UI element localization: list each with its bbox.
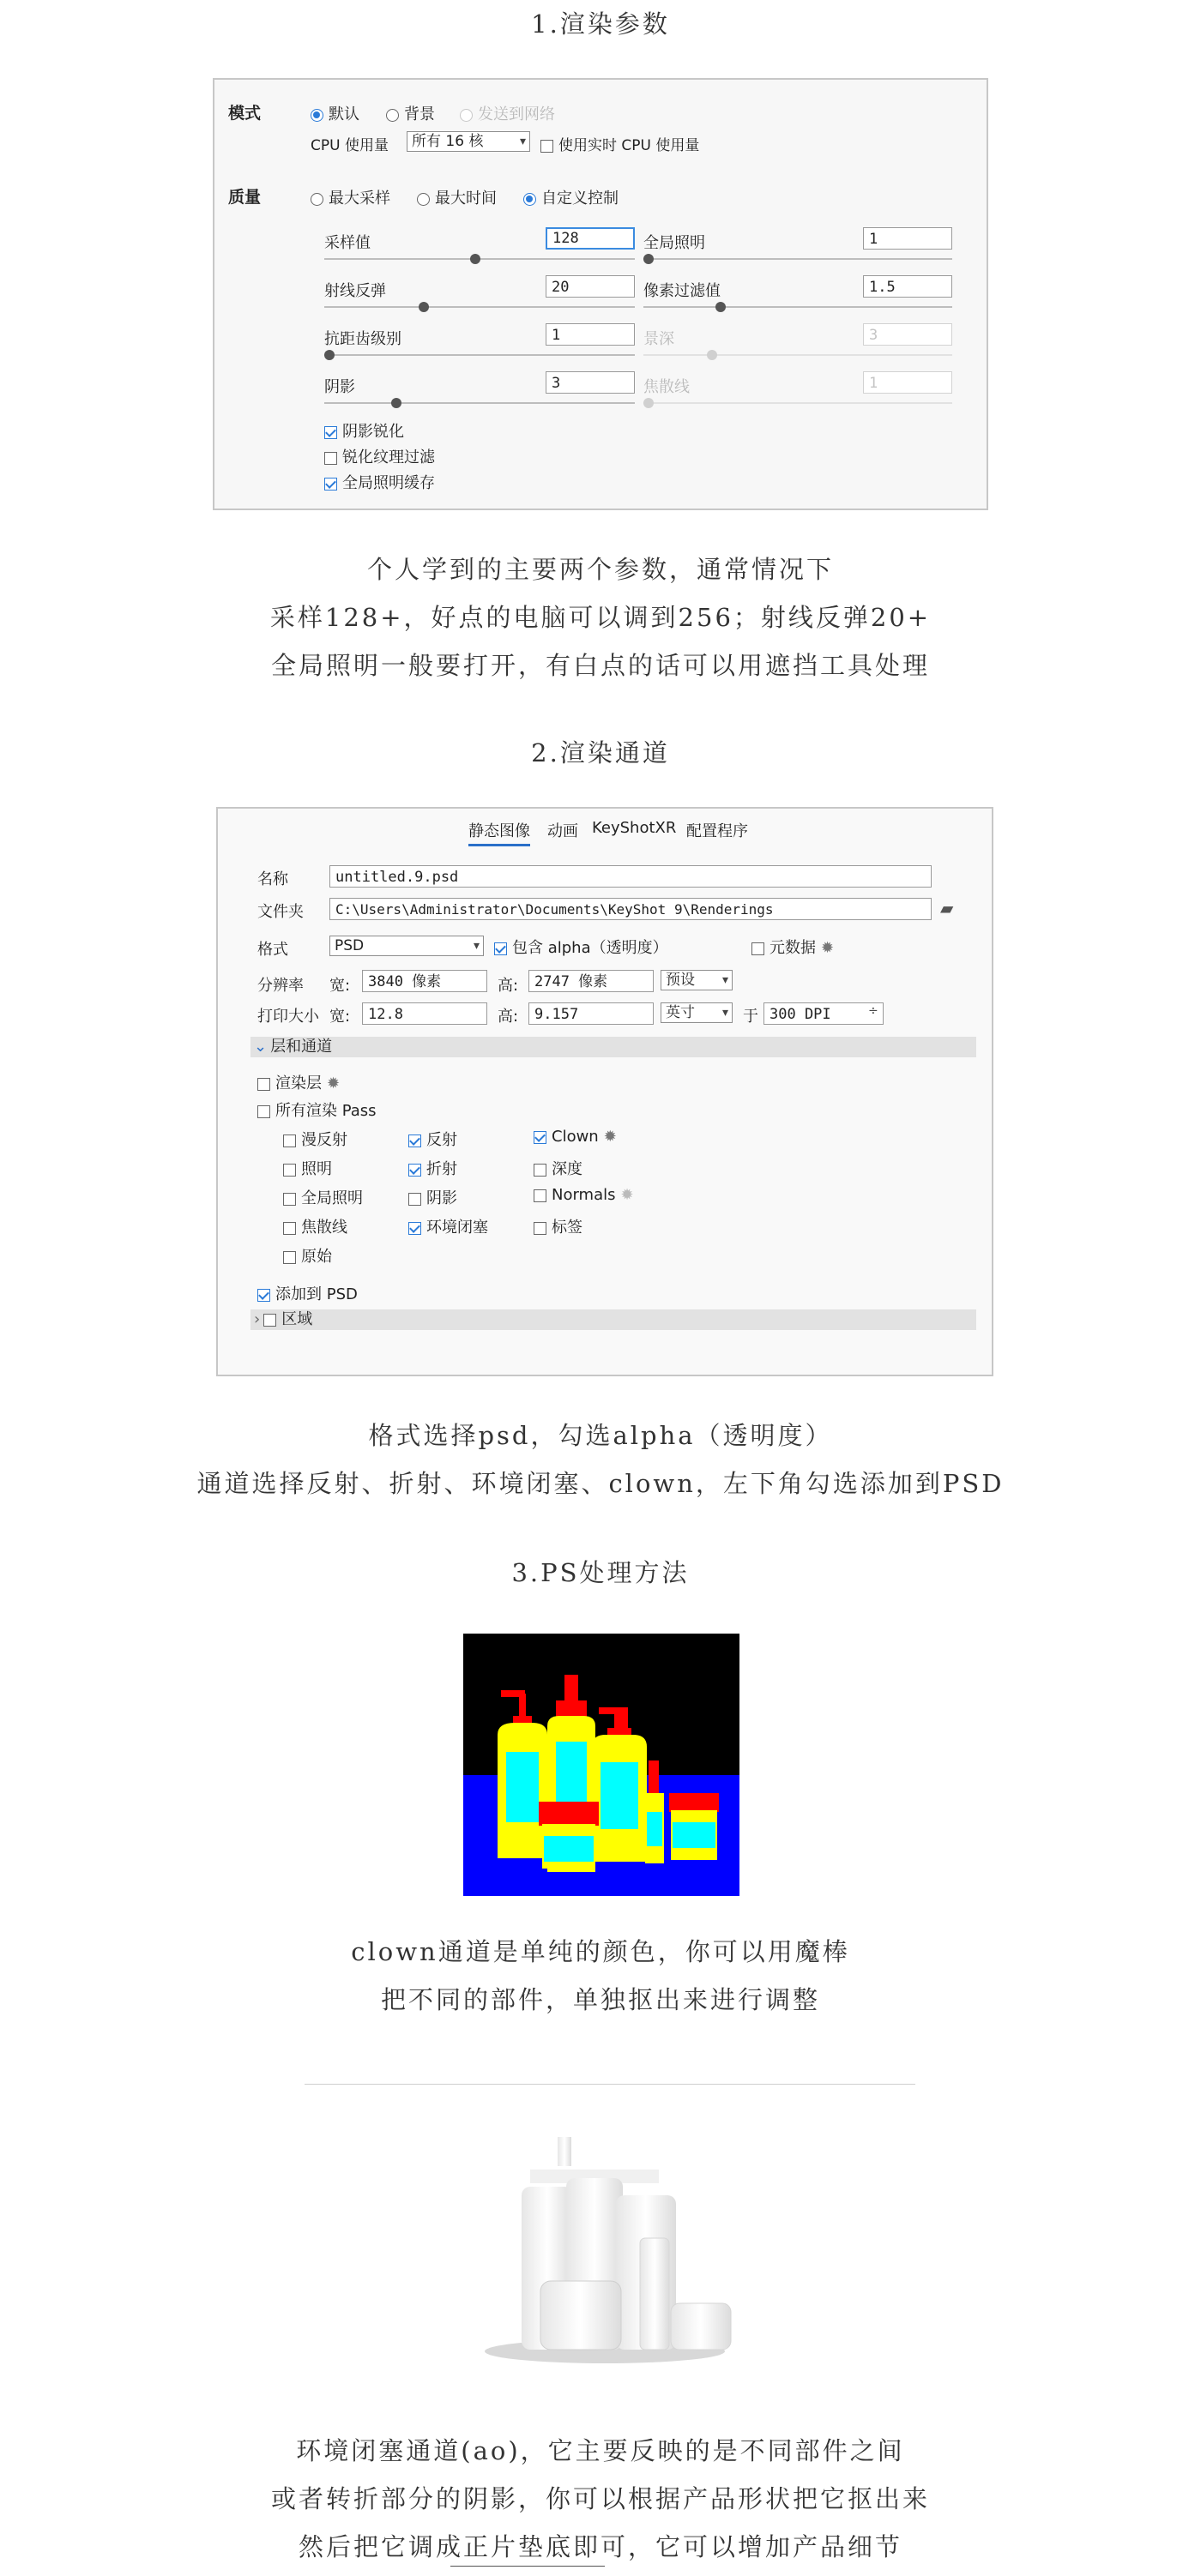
pass-label: 反射 <box>426 1131 457 1149</box>
checkbox-icon <box>283 1164 296 1177</box>
pass-label: 深度 <box>552 1160 582 1178</box>
pixel-filter-slider[interactable] <box>643 306 952 308</box>
format-dropdown[interactable]: PSD ▾ <box>329 936 484 956</box>
at-label: 于 <box>743 1008 758 1026</box>
checkbox-icon[interactable] <box>263 1314 276 1327</box>
pass-label: 阴影 <box>426 1189 457 1207</box>
note-line: 个人学到的主要两个参数，通常情况下 <box>366 555 834 584</box>
checkbox-checked-icon <box>324 426 337 439</box>
quality-max-time-label: 最大时间 <box>435 190 497 208</box>
pass-label: Normals <box>552 1186 616 1204</box>
render-layers-checkbox[interactable] <box>257 1071 340 1093</box>
dof-slider[interactable] <box>643 354 952 356</box>
print-height-input[interactable]: 9.157 <box>528 1002 654 1025</box>
gi-label: 全局照明 <box>643 234 705 252</box>
checkbox-icon <box>257 1105 270 1118</box>
radio-selected-icon <box>523 193 536 206</box>
checkbox-checked-icon <box>534 1131 546 1144</box>
quality-custom-label: 自定义控制 <box>541 190 619 208</box>
texture-filter-label: 锐化纹理过滤 <box>342 448 435 466</box>
layers-section-label: 层和通道 <box>270 1038 333 1056</box>
gi-cache-checkbox[interactable] <box>324 471 435 493</box>
folder-label: 文件夹 <box>257 903 304 921</box>
checkbox-icon <box>540 140 553 153</box>
mode-network-label: 发送到网络 <box>478 105 555 123</box>
mode-background-radio[interactable] <box>386 102 435 124</box>
gear-icon[interactable]: ✹ <box>821 939 835 957</box>
print-width-label: 宽: <box>329 1008 351 1026</box>
clown-notes <box>0 1928 1201 2024</box>
slider-knob[interactable] <box>470 254 480 264</box>
note-line: 全局照明一般要打开，有白点的话可以用遮挡工具处理 <box>270 651 930 680</box>
pass-label: 照明 <box>301 1160 332 1178</box>
gi-slider[interactable] <box>643 258 952 260</box>
note-line: 采样128+，好点的电脑可以调到256；射线反弹20+ <box>269 603 932 632</box>
samples-slider[interactable] <box>324 258 635 260</box>
checkbox-checked-icon <box>324 478 337 491</box>
texture-filter-checkbox[interactable] <box>324 445 435 467</box>
render-output-panel <box>216 807 993 1376</box>
name-label: 名称 <box>257 870 288 888</box>
checkbox-checked-icon <box>257 1289 270 1302</box>
pass-ao-checkbox[interactable] <box>408 1215 488 1237</box>
checkbox-icon <box>324 452 337 465</box>
name-input[interactable]: untitled.9.psd <box>329 865 932 888</box>
folder-input[interactable]: C:\Users\Administrator\Documents\KeyShot 9\Renderings <box>329 898 932 920</box>
shadow-label: 阴影 <box>324 378 355 396</box>
render-layers-label: 渲染层 <box>275 1074 322 1092</box>
note-line: 通道选择反射、折射、环境闭塞、clown，左下角勾选添加到PSD <box>196 1469 1005 1498</box>
metadata-checkbox[interactable] <box>751 936 834 958</box>
clown-pass-image <box>463 1634 739 1896</box>
realtime-cpu-label: 使用实时 CPU 使用量 <box>558 137 700 154</box>
ao-notes <box>0 2427 1201 2571</box>
cpu-usage-dropdown[interactable]: 所有 16 核 ▾ <box>407 131 530 152</box>
caustics-input[interactable]: 1 <box>863 371 952 394</box>
pass-label: 折射 <box>426 1160 457 1178</box>
dpi-input[interactable]: 300 DPI <box>763 1002 884 1025</box>
checkbox-icon <box>257 1078 270 1091</box>
checkbox-icon <box>534 1189 546 1202</box>
emphasis-underline <box>450 2566 605 2567</box>
add-to-psd-label: 添加到 PSD <box>275 1285 358 1303</box>
note-line: 然后把它调成正片垫底即可，它可以增加产品细节 <box>298 2532 902 2561</box>
region-section-label: 区域 <box>281 1310 313 1328</box>
checkbox-checked-icon <box>408 1135 421 1147</box>
pass-label: 原始 <box>301 1248 332 1266</box>
chevron-down-icon: ⌄ <box>254 1038 268 1056</box>
tab-still-image[interactable]: 静态图像 <box>468 819 530 846</box>
all-passes-label: 所有渲染 Pass <box>275 1102 377 1120</box>
tab-animation[interactable]: 动画 <box>547 822 578 840</box>
note-line: 或者转折部分的阴影，你可以根据产品形状把它抠出来 <box>270 2484 930 2513</box>
slider-knob[interactable] <box>324 350 335 360</box>
preset-dropdown[interactable]: 预设 ▾ <box>661 970 733 990</box>
ray-bounces-input[interactable]: 20 <box>546 275 635 298</box>
realtime-cpu-checkbox[interactable] <box>540 133 699 154</box>
checkbox-icon <box>534 1164 546 1177</box>
slider-knob[interactable] <box>643 398 654 408</box>
dpi-stepper-icon[interactable]: ÷ <box>868 1004 878 1018</box>
caustics-label: 焦散线 <box>643 378 690 396</box>
pass-depth-checkbox[interactable] <box>534 1157 582 1179</box>
quality-custom-radio[interactable] <box>523 186 619 208</box>
shadow-slider[interactable] <box>324 402 635 404</box>
checkbox-icon <box>283 1135 296 1147</box>
region-section-header[interactable] <box>250 1309 976 1330</box>
mode-background-label: 背景 <box>404 105 435 123</box>
pass-label: 全局照明 <box>301 1189 363 1207</box>
checkbox-icon <box>408 1193 421 1206</box>
section-divider <box>305 2084 915 2085</box>
slider-knob[interactable] <box>707 350 717 360</box>
folder-open-icon[interactable]: ▰ <box>940 898 954 918</box>
chevron-right-icon: › <box>254 1310 261 1328</box>
checkbox-checked-icon <box>408 1164 421 1177</box>
metadata-label: 元数据 <box>769 939 816 957</box>
section2-title: 2.渲染通道 <box>531 738 670 767</box>
note-line: 把不同的部件，单独抠出来进行调整 <box>380 1985 820 2014</box>
ao-pass-image <box>446 2127 755 2384</box>
gi-input[interactable]: 1 <box>863 227 952 250</box>
tab-configurator[interactable]: 配置程序 <box>686 822 748 840</box>
samples-label: 采样值 <box>324 234 371 252</box>
render-params-panel <box>213 78 988 510</box>
gear-icon[interactable]: ✹ <box>327 1074 341 1092</box>
pixel-filter-input[interactable]: 1.5 <box>863 275 952 298</box>
section3-title: 3.PS处理方法 <box>511 1558 690 1587</box>
res-height-label: 高: <box>498 977 519 995</box>
ray-bounces-slider[interactable] <box>324 306 635 308</box>
slider-knob[interactable] <box>643 254 654 264</box>
pass-label: Clown <box>552 1128 599 1146</box>
note-line: clown通道是单纯的颜色，你可以用魔棒 <box>351 1937 850 1966</box>
radio-selected-icon <box>311 109 323 122</box>
pass-reflection-checkbox[interactable] <box>408 1128 457 1150</box>
checkbox-icon <box>283 1193 296 1206</box>
slider-knob[interactable] <box>715 302 726 312</box>
ray-bounces-label: 射线反弹 <box>324 282 386 300</box>
quality-label: 质量 <box>228 188 262 207</box>
gi-cache-label: 全局照明缓存 <box>342 474 435 492</box>
pass-label-checkbox[interactable] <box>534 1215 582 1237</box>
section1-notes <box>0 545 1201 689</box>
note-line: 格式选择psd，勾选alpha（透明度） <box>368 1421 833 1450</box>
shadow-sharpen-checkbox[interactable] <box>324 419 404 442</box>
all-passes-checkbox[interactable] <box>257 1098 377 1121</box>
mode-default-radio[interactable] <box>311 102 359 124</box>
print-width-input[interactable]: 12.8 <box>362 1002 487 1025</box>
dof-input[interactable]: 3 <box>863 323 952 346</box>
format-label: 格式 <box>257 941 288 959</box>
pass-diffuse-checkbox[interactable] <box>283 1128 347 1150</box>
resolution-label: 分辨率 <box>257 977 304 995</box>
checkbox-icon <box>283 1222 296 1235</box>
tab-keyshotxr[interactable]: KeyShotXR <box>592 819 677 837</box>
alpha-checkbox[interactable] <box>494 936 668 958</box>
cpu-usage-label: CPU 使用量 <box>311 137 389 154</box>
pass-normals-checkbox[interactable] <box>534 1186 634 1204</box>
pass-label: 漫反射 <box>301 1131 347 1149</box>
print-size-label: 打印大小 <box>257 1008 319 1026</box>
pass-label: 焦散线 <box>301 1219 347 1237</box>
radio-icon <box>311 193 323 206</box>
pass-label: 标签 <box>552 1219 582 1237</box>
section2-notes <box>0 1411 1201 1508</box>
ao-pass-graphic <box>446 2127 755 2384</box>
quality-max-samples-radio[interactable] <box>311 186 390 208</box>
res-width-input[interactable]: 3840 像素 <box>362 970 487 992</box>
alpha-label: 包含 alpha（透明度） <box>512 939 668 957</box>
pixel-filter-label: 像素过滤值 <box>643 282 721 300</box>
clown-pass-graphic <box>463 1634 739 1896</box>
slider-knob[interactable] <box>391 398 401 408</box>
mode-default-label: 默认 <box>329 105 359 123</box>
print-height-label: 高: <box>498 1008 519 1026</box>
radio-icon <box>417 193 430 206</box>
mode-label: 模式 <box>228 104 262 123</box>
section1-title: 1.渲染参数 <box>531 9 670 39</box>
mode-network-radio[interactable] <box>460 102 555 124</box>
pass-caustics-checkbox[interactable] <box>283 1215 347 1237</box>
aa-label: 抗距齿级别 <box>324 330 401 348</box>
pass-label: 环境闭塞 <box>426 1219 488 1237</box>
checkbox-checked-icon <box>408 1222 421 1235</box>
note-line: 环境闭塞通道(ao)，它主要反映的是不同部件之间 <box>296 2436 905 2465</box>
shadow-input[interactable]: 3 <box>546 371 635 394</box>
quality-max-samples-label: 最大采样 <box>329 190 390 208</box>
checkbox-icon <box>283 1251 296 1264</box>
gear-icon[interactable]: ✹ <box>603 1128 617 1146</box>
pass-raw-checkbox[interactable] <box>283 1244 332 1267</box>
add-to-psd-checkbox[interactable] <box>257 1282 358 1304</box>
pass-lighting-checkbox[interactable] <box>283 1157 332 1179</box>
checkbox-icon <box>534 1222 546 1235</box>
shadow-sharpen-label: 阴影锐化 <box>342 423 404 441</box>
samples-input[interactable]: 128 <box>546 227 635 250</box>
checkbox-icon <box>751 942 764 955</box>
gear-icon[interactable]: ✹ <box>620 1186 634 1204</box>
checkbox-checked-icon <box>494 942 507 955</box>
res-width-label: 宽: <box>329 977 351 995</box>
aa-slider[interactable] <box>324 354 635 356</box>
layers-section-header[interactable] <box>250 1037 976 1057</box>
quality-max-time-radio[interactable] <box>417 186 497 208</box>
pass-shadow-checkbox[interactable] <box>408 1186 457 1208</box>
radio-icon <box>460 109 473 122</box>
res-height-input[interactable]: 2747 像素 <box>528 970 654 992</box>
caustics-slider[interactable] <box>643 402 952 404</box>
pass-refraction-checkbox[interactable] <box>408 1157 457 1179</box>
unit-dropdown[interactable]: 英寸 ▾ <box>661 1002 733 1023</box>
dof-label: 景深 <box>643 330 674 348</box>
radio-icon <box>386 109 399 122</box>
pass-clown-checkbox[interactable] <box>534 1128 617 1146</box>
pass-gi-checkbox[interactable] <box>283 1186 363 1208</box>
aa-input[interactable]: 1 <box>546 323 635 346</box>
slider-knob[interactable] <box>419 302 429 312</box>
